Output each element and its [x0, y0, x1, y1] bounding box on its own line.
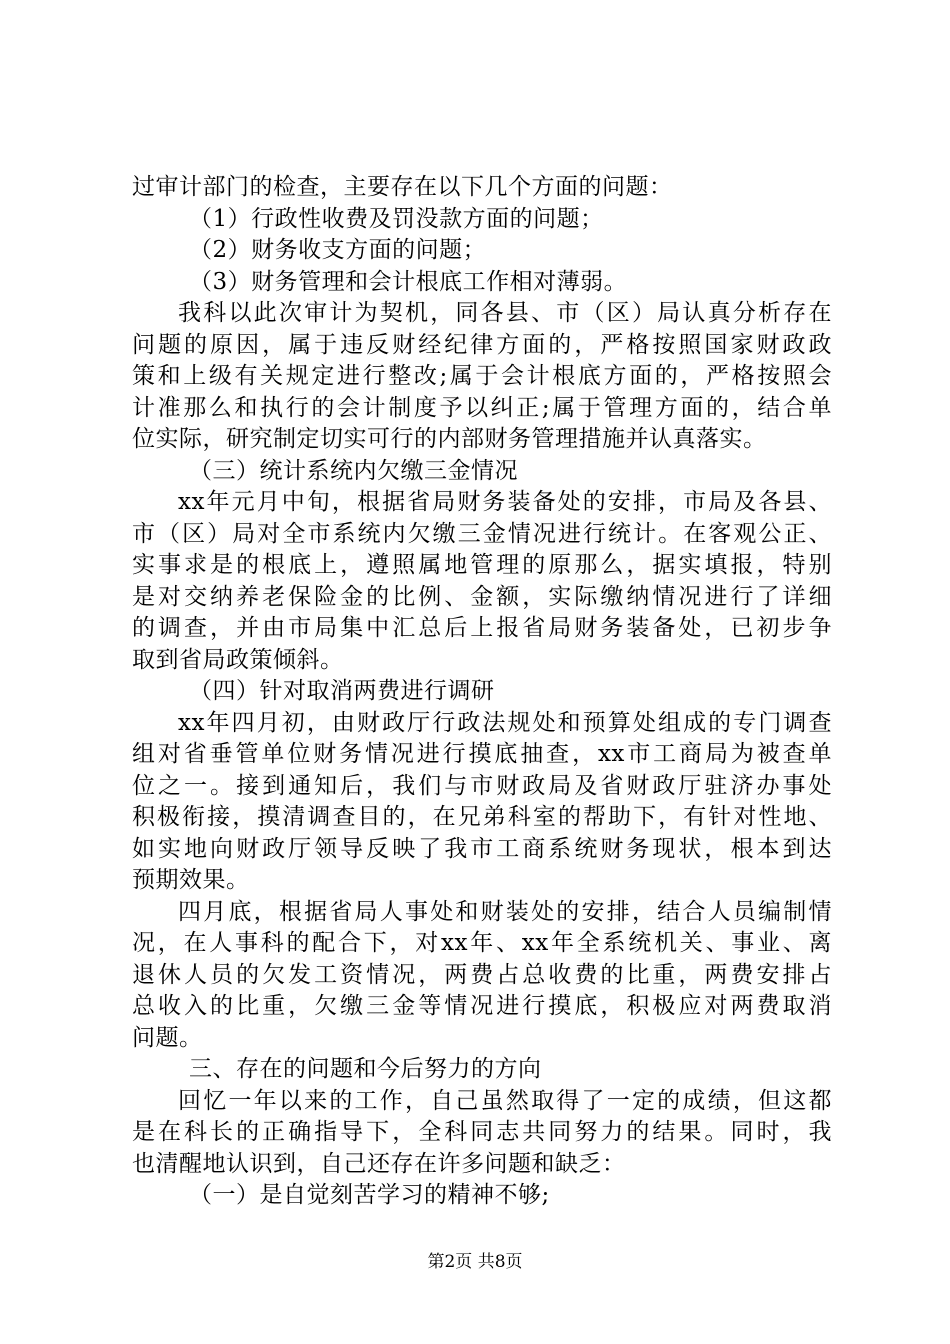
paragraph-text-line: 预期效果。 [132, 867, 250, 893]
section-heading: （三）统计系统内欠缴三金情况 [189, 457, 518, 484]
document-body [132, 172, 832, 1212]
paragraph-text-line: 位之一。接到通知后，我们与市财政局及省财政厅驻济办事处 [132, 772, 832, 799]
paragraph-text-line: 也清醒地认识到，自己还存在许多问题和缺乏： [132, 1150, 626, 1177]
paragraph-text-line: 积极衔接，摸清调查目的，在兄弟科室的帮助下，有针对性地、 [132, 804, 832, 830]
text-line: 过审计部门的检查，主要存在以下几个方面的问题： [132, 174, 673, 200]
list-item-text-line: （一）是自觉刻苦学习的精神不够; [189, 1182, 550, 1208]
paragraph-text-line: 如实地向财政厅领导反映了我市工商系统财务现状，根本到达 [132, 835, 832, 862]
paragraph-text-line: xx年元月中旬，根据省局财务装备处的安排，市局及各县、 [178, 489, 832, 515]
paragraph-text-line: 问题。 [132, 1024, 203, 1051]
list-item-text-line: （1）行政性收费及罚没款方面的问题； [189, 205, 604, 232]
paragraph-text-line: 是在科长的正确指导下，全科同志共同努力的结果。同时，我 [132, 1119, 832, 1145]
paragraph-text-line: 是对交纳养老保险金的比例、金额，实际缴纳情况进行了详细 [132, 583, 832, 610]
section-heading: （四）针对取消两费进行调研 [189, 678, 495, 704]
page-number-footer: 第2页 共8页 [427, 1252, 523, 1272]
paragraph-text-line: 四月底，根据省局人事处和财装处的安排，结合人员编制情 [178, 898, 832, 925]
paragraph-text-line: 回忆一年以来的工作，自己虽然取得了一定的成绩，但这都 [178, 1087, 832, 1114]
paragraph-text-line: 市（区）局对全市系统内欠缴三金情况进行统计。在客观公正、 [132, 520, 832, 547]
paragraph-text-line: xx年四月初，由财政厅行政法规处和预算处组成的专门调查 [178, 709, 832, 736]
paragraph-text-line: 计准那么和执行的会计制度予以纠正;属于管理方面的，结合单 [132, 394, 832, 421]
paragraph-text-line: 位实际，研究制定切实可行的内部财务管理措施并认真落实。 [132, 426, 767, 452]
paragraph-text-line: 取到省局政策倾斜。 [132, 646, 344, 673]
paragraph-text-line: 我科以此次审计为契机，同各县、市（区）局认真分析存在 [178, 300, 832, 326]
paragraph-text-line: 组对省垂管单位财务情况进行摸底抽查，xx市工商局为被查单 [132, 741, 832, 767]
list-item-text-line: （3）财务管理和会计根底工作相对薄弱。 [189, 268, 628, 295]
paragraph-text-line: 实事求是的根底上，遵照属地管理的原那么，据实填报，特别 [132, 552, 832, 578]
paragraph-text-line: 问题的原因，属于违反财经纪律方面的，严格按照国家财政政 [132, 331, 832, 358]
paragraph-text-line: 策和上级有关规定进行整改;属于会计根底方面的，严格按照会 [132, 363, 832, 389]
section-heading: 三、存在的问题和今后努力的方向 [189, 1056, 542, 1082]
paragraph-text-line: 总收入的比重，欠缴三金等情况进行摸底，积极应对两费取消 [132, 993, 832, 1019]
paragraph-text-line: 的调查，并由市局集中汇总后上报省局财务装备处，已初步争 [132, 615, 832, 641]
list-item-text-line: （2）财务收支方面的问题； [189, 237, 487, 263]
paragraph-text-line: 退休人员的欠发工资情况，两费占总收费的比重，两费安排占 [132, 961, 832, 988]
paragraph-text-line: 况，在人事科的配合下，对xx年、xx年全系统机关、事业、离 [132, 930, 832, 956]
